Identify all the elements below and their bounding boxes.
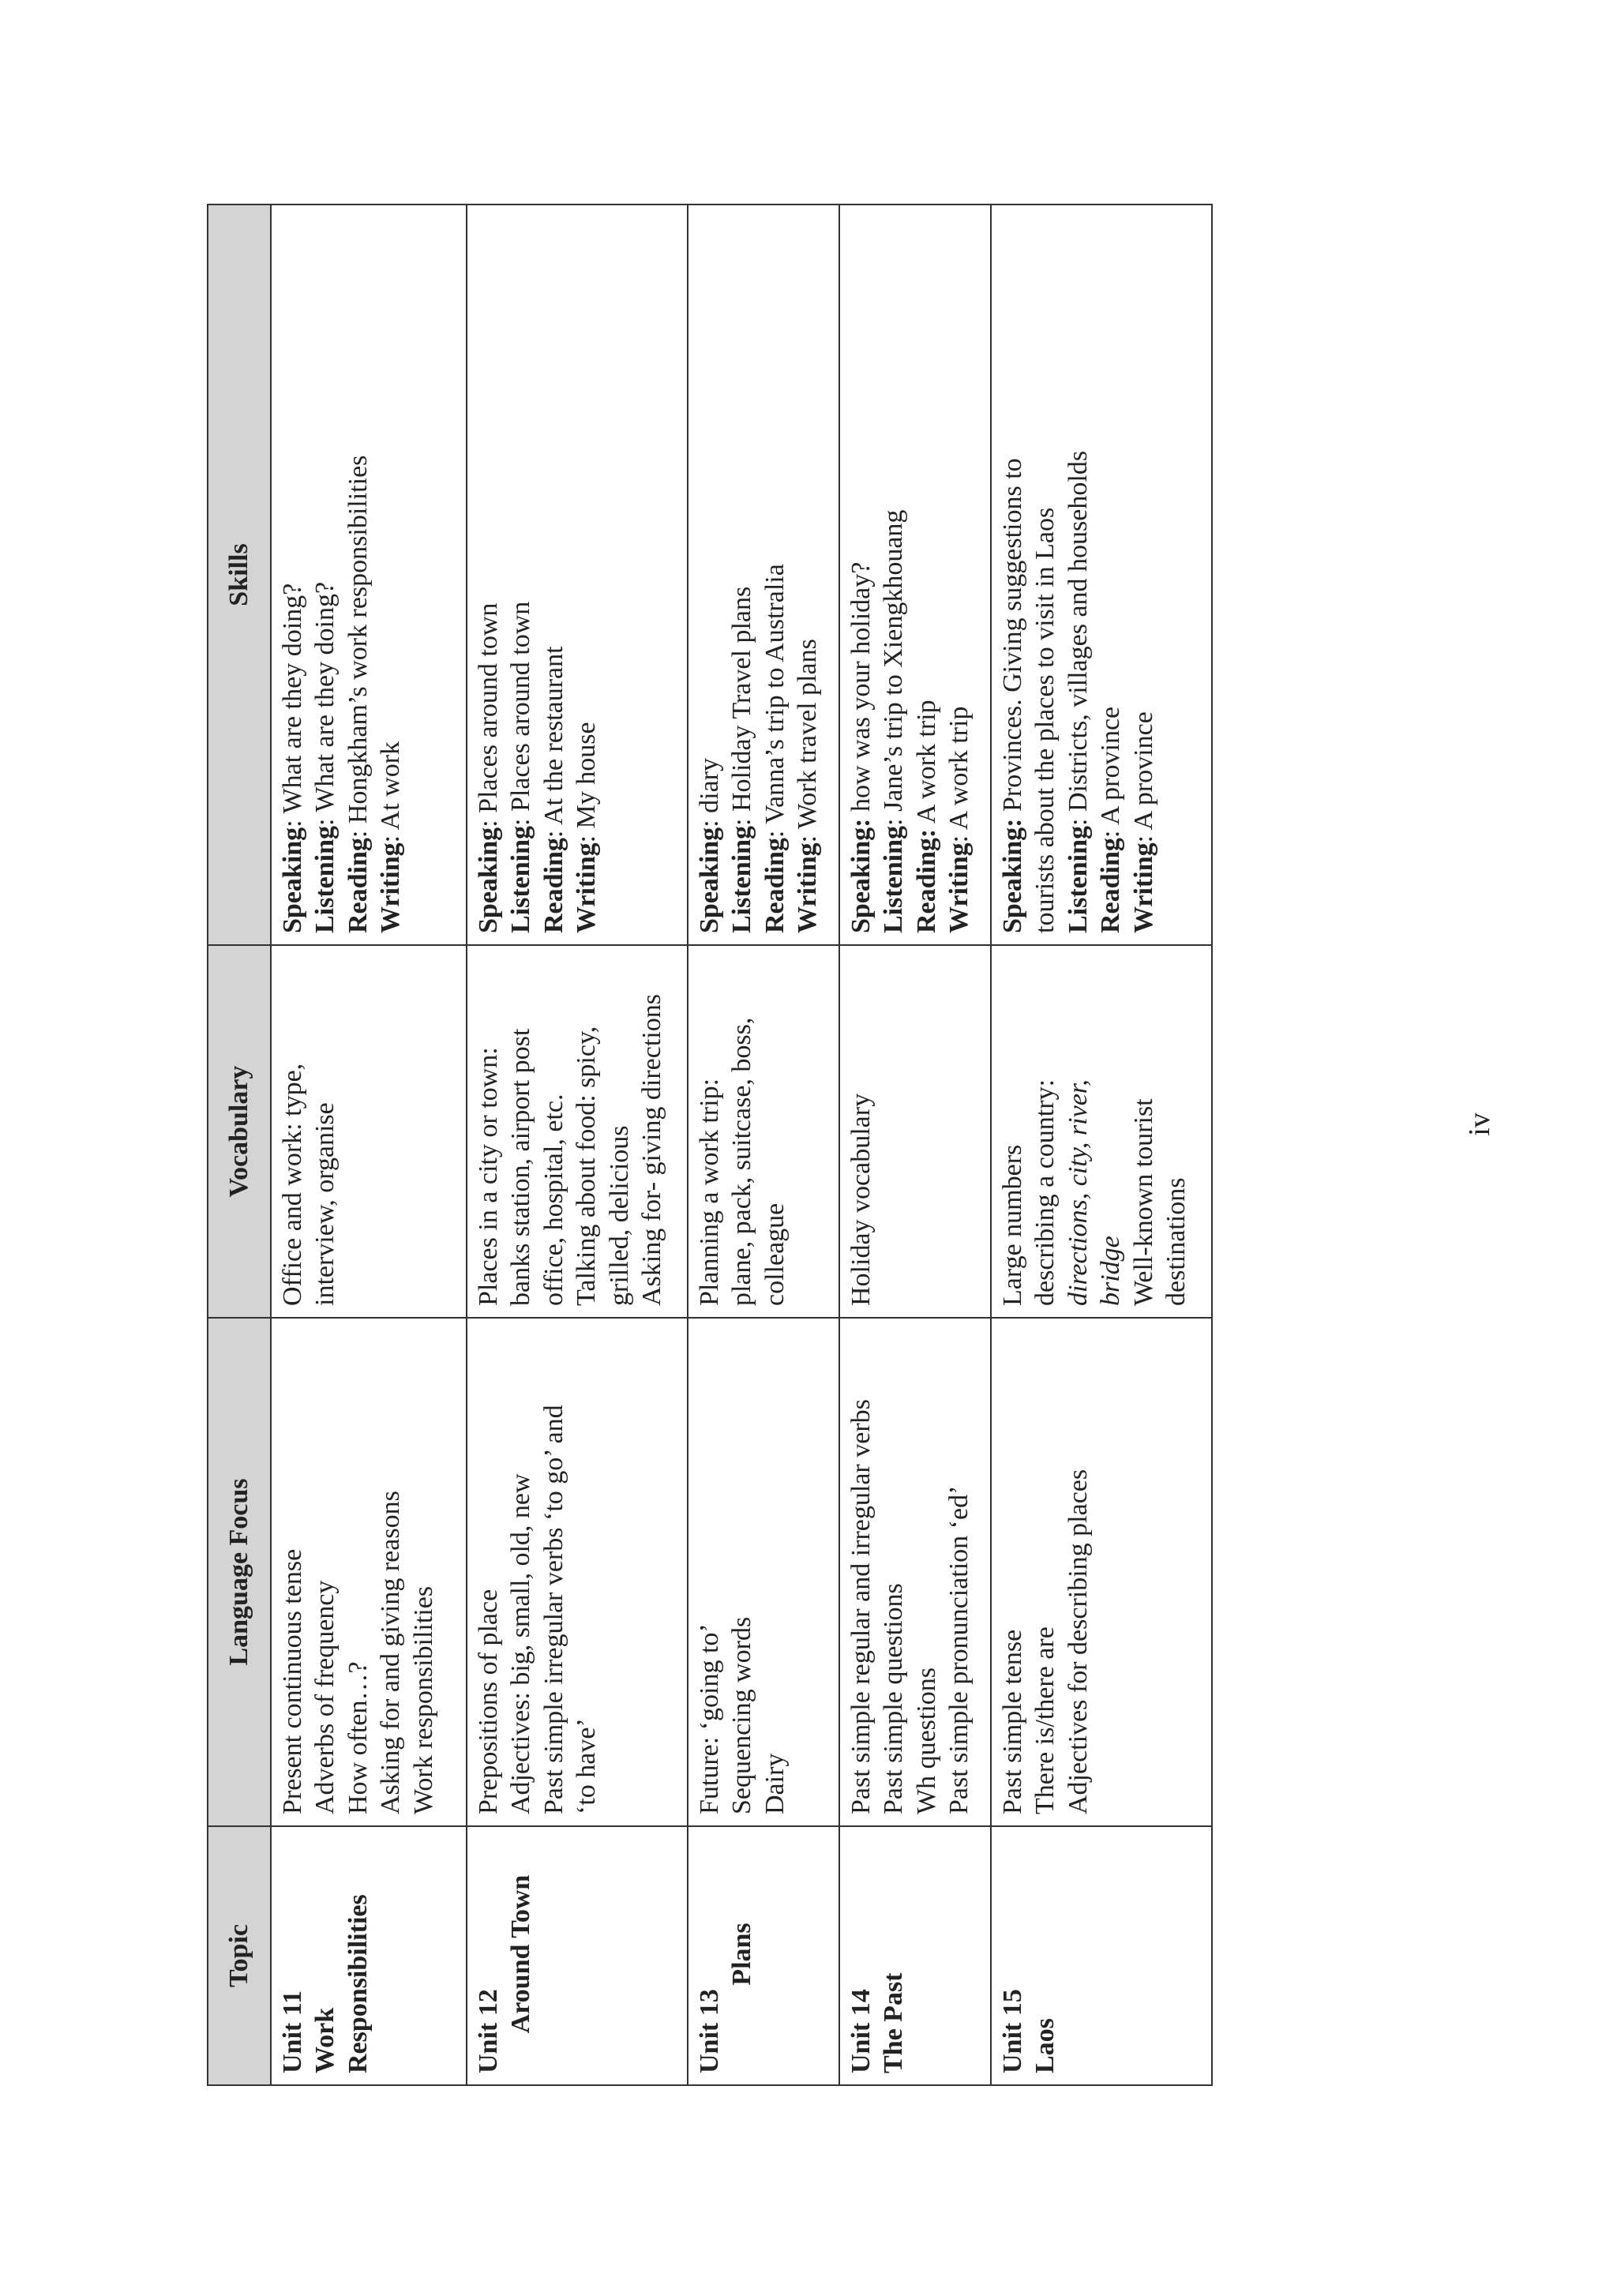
language-item: Future: ‘going to’ xyxy=(695,1623,724,1814)
language-item: Wh questions xyxy=(911,1667,941,1814)
skill-label: Listening xyxy=(727,825,757,933)
skill-text: : Holiday Travel plans xyxy=(727,586,757,826)
vocabulary-item: Places in a city or town: xyxy=(474,1047,503,1306)
skill-item xyxy=(505,213,537,933)
skill-text: : A work trip xyxy=(944,706,974,843)
topic-cell xyxy=(839,1826,991,2085)
skill-label: Listening xyxy=(879,825,909,933)
language-item: Adverbs of frequency xyxy=(310,1580,340,1814)
skill-text: Provinces. Giving suggestions to xyxy=(998,458,1027,819)
skill-label: Writing xyxy=(572,842,602,933)
skill-label: Speaking: xyxy=(846,818,876,933)
skill-label: Listening xyxy=(310,825,340,933)
skill-label: Reading xyxy=(343,838,373,933)
vocabulary-item: interview, organise xyxy=(310,1102,340,1306)
vocabulary-item: describing a country: xyxy=(1030,1079,1060,1306)
skill-text: : A province xyxy=(1096,706,1126,838)
topic-cell xyxy=(688,1826,839,2085)
unit-name: Laos xyxy=(1030,2018,1060,2073)
skill-label: Reading xyxy=(1096,838,1126,933)
skill-text: : What are they doing? xyxy=(310,581,340,826)
skill-label: Writing xyxy=(376,842,406,933)
language-item: Asking for and giving reasons xyxy=(376,1491,406,1814)
vocabulary-item: banks station, airport post xyxy=(506,1028,536,1306)
skill-label: Listening xyxy=(1063,825,1093,933)
skill-text: how was your holiday? xyxy=(846,561,876,819)
skill-item xyxy=(845,213,877,933)
topic-cell xyxy=(467,1826,688,2085)
header-row xyxy=(208,204,271,2085)
skill-text: : Hongkham’s work responsibilities xyxy=(343,455,373,838)
table-row xyxy=(688,204,839,2085)
skill-text: : At work xyxy=(376,741,406,843)
skill-item xyxy=(726,213,758,933)
skill-text: tourists about the places to visit in Laos xyxy=(1030,507,1060,933)
topic-cell xyxy=(271,1826,467,2085)
vocabulary-item-italic: directions, city, river, xyxy=(1063,1079,1093,1306)
skill-text: : My house xyxy=(572,722,602,843)
skill-text: : What are they doing? xyxy=(278,583,307,827)
skill-item xyxy=(342,213,374,933)
unit-number: Unit 11 xyxy=(278,1990,307,2073)
vocabulary-cell xyxy=(467,945,688,1318)
unit-name: Around Town xyxy=(506,1874,536,2034)
skill-item xyxy=(877,213,910,933)
skill-text: : Vanna’s trip to Australia xyxy=(760,564,790,838)
vocabulary-item: office, hospital, etc. xyxy=(538,1094,568,1306)
skill-item xyxy=(910,213,943,933)
skill-text: A work trip xyxy=(911,700,941,829)
skill-item xyxy=(276,213,309,933)
language-item: Work responsibilities xyxy=(408,1585,438,1814)
skills-cell xyxy=(839,204,991,945)
skill-label: Speaking: xyxy=(998,818,1027,933)
skills-cell xyxy=(467,204,688,945)
skill-text: : Districts, villages and households xyxy=(1063,450,1093,826)
unit-number: Unit 14 xyxy=(846,1989,876,2073)
vocabulary-item: Office and work: type, xyxy=(278,1063,307,1306)
unit-name-line2: Responsibilities xyxy=(343,1894,373,2073)
syllabus-table-rotated xyxy=(207,205,1210,2086)
skill-text: : At the restaurant xyxy=(538,646,568,838)
vocabulary-item: Planning a work trip: xyxy=(695,1078,724,1306)
vocabulary-cell xyxy=(271,945,467,1318)
table-row xyxy=(839,204,991,2085)
table-row xyxy=(271,204,467,2085)
skill-item xyxy=(1029,213,1061,933)
vocabulary-cell xyxy=(991,945,1212,1318)
page-number: iv xyxy=(1463,1112,1496,1136)
skills-cell xyxy=(991,204,1212,945)
skill-item xyxy=(1094,213,1127,933)
skill-label: Writing xyxy=(793,842,823,933)
unit-number: Unit 13 xyxy=(695,1989,724,2073)
language-focus-cell xyxy=(688,1318,839,1826)
skill-label: Writing xyxy=(1128,842,1158,933)
skill-text: : A province xyxy=(1128,711,1158,843)
table-row xyxy=(991,204,1212,2085)
vocabulary-item: colleague xyxy=(760,1202,790,1306)
vocabulary-item: Talking about food: spicy, xyxy=(572,1026,602,1306)
language-item: Past simple tense xyxy=(998,1629,1027,1814)
skill-text: : diary xyxy=(695,758,724,827)
skill-item xyxy=(570,213,602,933)
table-row xyxy=(467,204,688,2085)
language-item: Prepositions of place xyxy=(474,1589,503,1814)
skill-label: Reading: xyxy=(911,828,941,933)
skills-cell xyxy=(271,204,467,945)
vocabulary-item: grilled, delicious xyxy=(604,1125,634,1306)
skill-item xyxy=(791,213,824,933)
language-item: Past simple regular and irregular verbs xyxy=(846,1399,876,1814)
language-item: Dairy xyxy=(760,1753,790,1814)
language-item: How often…? xyxy=(343,1661,373,1814)
header-topic: Topic xyxy=(208,1826,271,2085)
skill-label: Reading xyxy=(760,838,790,933)
language-item: Adjectives: big, small, old, new xyxy=(506,1473,536,1814)
skills-cell xyxy=(688,204,839,945)
skill-label: Listening xyxy=(506,825,536,933)
skill-label: Speaking xyxy=(474,827,503,933)
unit-number: Unit 15 xyxy=(998,1989,1027,2073)
unit-name: The Past xyxy=(879,1972,909,2073)
skill-item xyxy=(996,213,1029,933)
skill-text: : Places around town xyxy=(474,602,503,827)
language-item: Past simple pronunciation ‘ed’ xyxy=(944,1485,974,1814)
vocabulary-item: Holiday vocabulary xyxy=(846,1093,876,1306)
skill-text: : Work travel plans xyxy=(793,639,823,843)
language-item: Past simple irregular verbs ‘to go’ and xyxy=(538,1405,568,1814)
skill-label: Speaking xyxy=(278,827,307,933)
topic-cell xyxy=(991,1826,1212,2085)
unit-name: Work xyxy=(310,2007,340,2073)
skill-label: Speaking xyxy=(695,827,724,933)
header-skills: Skills xyxy=(208,204,271,945)
language-item: There is/there are xyxy=(1030,1626,1060,1814)
skill-item xyxy=(1062,213,1094,933)
vocabulary-item: plane, pack, suitcase, boss, xyxy=(727,1017,757,1306)
language-item: Past simple questions xyxy=(879,1583,909,1814)
skill-item xyxy=(538,213,570,933)
skill-item xyxy=(374,213,407,933)
language-item: ‘to have’ xyxy=(572,1718,602,1814)
vocabulary-item-italic: bridge xyxy=(1096,1236,1126,1306)
vocabulary-cell xyxy=(688,945,839,1318)
vocabulary-item: destinations xyxy=(1161,1177,1191,1306)
skill-label: Writing xyxy=(944,842,974,933)
skill-item xyxy=(472,213,505,933)
skill-item xyxy=(1127,213,1160,933)
skill-item xyxy=(759,213,791,933)
language-focus-cell xyxy=(839,1318,991,1826)
header-vocabulary: Vocabulary xyxy=(208,945,271,1318)
syllabus-table xyxy=(207,204,1213,2086)
unit-name: Plans xyxy=(727,1923,757,1986)
language-focus-cell xyxy=(991,1318,1212,1826)
header-language-focus: Language Focus xyxy=(208,1318,271,1826)
vocabulary-item: Asking for- giving directions xyxy=(637,994,667,1306)
language-item: Sequencing words xyxy=(727,1616,757,1814)
vocabulary-item: Large numbers xyxy=(998,1144,1027,1306)
skill-item xyxy=(693,213,726,933)
vocabulary-cell xyxy=(839,945,991,1318)
language-item: Present continuous tense xyxy=(278,1548,307,1814)
vocabulary-item: Well-known tourist xyxy=(1128,1098,1158,1306)
skill-item xyxy=(309,213,341,933)
skill-label: Reading xyxy=(538,838,568,933)
language-focus-cell xyxy=(271,1318,467,1826)
skill-text: : Jane’s trip to Xiengkhouang xyxy=(879,509,909,826)
skill-item xyxy=(943,213,975,933)
skill-text: : Places around town xyxy=(506,601,536,826)
unit-number: Unit 12 xyxy=(474,1989,503,2073)
language-item: Adjectives for describing places xyxy=(1063,1469,1093,1814)
language-focus-cell xyxy=(467,1318,688,1826)
